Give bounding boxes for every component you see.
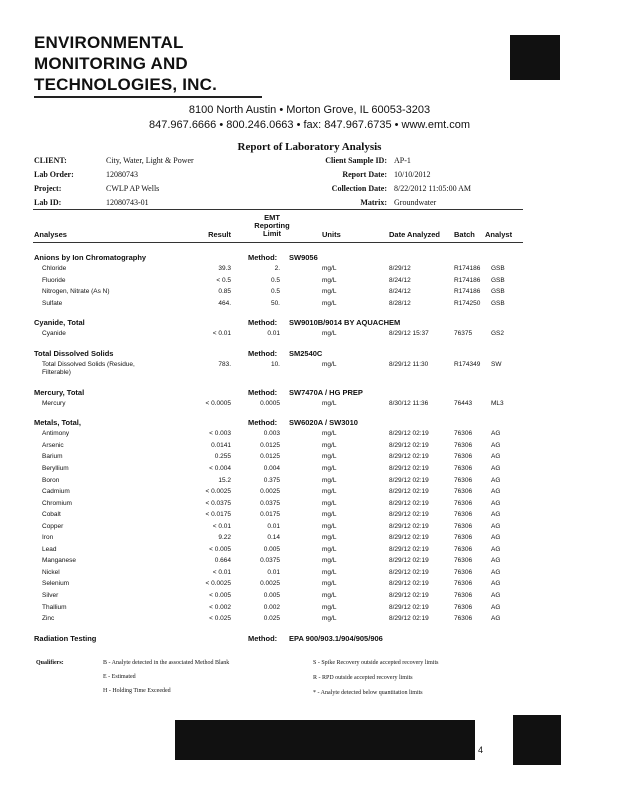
table-row (0, 511, 619, 522)
project-label: Project: (34, 184, 62, 193)
limit: 0.002 (263, 603, 280, 611)
col-units: Units (322, 230, 341, 239)
section-name: Radiation Testing (34, 633, 97, 643)
date-analyzed: 8/29/12 (389, 265, 411, 272)
units: mg/L (322, 360, 337, 368)
date-analyzed: 8/29/12 15:37 (389, 330, 429, 338)
analyte: Selenium (42, 580, 70, 588)
section-header (0, 318, 619, 330)
analyte: Barium (42, 453, 63, 461)
units: mg/L (322, 592, 337, 599)
analyst: GSB (491, 299, 505, 307)
units: mg/L (322, 568, 337, 576)
result: 0.85 (218, 288, 231, 296)
date-analyzed: 8/29/12 02:19 (389, 488, 429, 496)
method-value: SW7470A / HG PREP (289, 387, 363, 397)
page-number: 4 (478, 745, 484, 755)
analyte: Cyanide (42, 330, 66, 338)
qualifiers-label: Qualifiers: (36, 660, 64, 666)
analyst: AG (491, 522, 501, 530)
table-row (0, 442, 619, 453)
limit: 0.14 (267, 534, 280, 542)
method-value: SW9010B/9014 BY AQUACHEM (289, 318, 401, 328)
date-analyzed: 8/29/12 02:19 (389, 464, 429, 472)
client-sample-label: Client Sample ID: (325, 156, 387, 165)
method-label: Method: (248, 318, 278, 328)
table-row (0, 615, 619, 626)
qualifiers-block (0, 658, 619, 708)
units: mg/L (322, 580, 337, 588)
table-row (0, 604, 619, 615)
date-analyzed: 8/24/12 (389, 276, 411, 284)
table-row (0, 430, 619, 441)
date-analyzed: 8/29/12 02:19 (389, 545, 429, 553)
result: < 0.01 (212, 568, 231, 576)
limit: 0.01 (267, 522, 280, 530)
limit: 0.01 (267, 568, 280, 576)
analyst: AG (491, 488, 501, 496)
method-label: Method: (248, 348, 278, 358)
matrix-value: Groundwater (394, 198, 437, 207)
table-row (0, 300, 619, 311)
method-value: SM2540C (289, 348, 323, 358)
analyst: AG (491, 511, 501, 519)
units: mg/L (322, 603, 337, 611)
method-label: Method: (248, 418, 278, 428)
analyte: Zinc (42, 615, 55, 623)
date-analyzed: 8/29/12 02:19 (389, 476, 429, 484)
analyst: AG (491, 592, 501, 599)
table-row (0, 592, 619, 603)
section-header (0, 388, 619, 400)
analyst: AG (491, 568, 501, 576)
analyte: Beryllium (42, 464, 69, 472)
analyst: ML3 (491, 399, 504, 407)
limit: 0.01 (267, 330, 280, 338)
result: < 0.002 (209, 603, 231, 611)
date-analyzed: 8/28/12 (389, 299, 411, 307)
table-row (0, 557, 619, 568)
batch: 76306 (454, 603, 473, 611)
table-row (0, 330, 619, 341)
analyte: Manganese (42, 557, 76, 565)
col-limit: EMT Reporting Limit (254, 213, 290, 238)
analyst: AG (491, 499, 501, 507)
section-header (0, 418, 619, 430)
analyst: AG (491, 441, 501, 449)
batch: 76306 (454, 499, 473, 507)
units: mg/L (322, 557, 337, 565)
limit: 0.003 (263, 430, 280, 438)
analyte: Chromium (42, 499, 72, 507)
batch: R174186 (454, 276, 481, 284)
analyst: AG (491, 615, 501, 623)
table-row (0, 546, 619, 557)
batch: 76306 (454, 453, 473, 461)
result: < 0.0025 (205, 488, 231, 496)
limit: 0.0125 (260, 453, 280, 461)
analyst: AG (491, 534, 501, 542)
result: < 0.0025 (205, 580, 231, 588)
batch: 76306 (454, 476, 473, 484)
matrix-label: Matrix: (360, 198, 387, 207)
limit: 0.5 (270, 276, 280, 284)
batch: 76306 (454, 511, 473, 519)
analyte: Cobalt (42, 511, 61, 519)
project-value: CWLP AP Wells (106, 184, 160, 193)
result: < 0.025 (209, 615, 231, 623)
analyst: AG (491, 545, 501, 553)
result: 0.664 (214, 557, 231, 565)
client-label: CLIENT: (34, 156, 67, 165)
limit: 0.0025 (260, 488, 280, 496)
client-sample-value: AP-1 (394, 156, 411, 165)
result: < 0.01 (212, 522, 231, 530)
section-name: Cyanide, Total (34, 318, 85, 328)
units: mg/L (322, 288, 337, 296)
limit: 0.0175 (260, 511, 280, 519)
analyte: Iron (42, 534, 54, 542)
section-name: Metals, Total, (34, 418, 81, 428)
table-row (0, 534, 619, 545)
report-title: Report of Laboratory Analysis (237, 141, 382, 153)
section-name: Mercury, Total (34, 387, 85, 397)
result: 0.255 (214, 453, 231, 461)
analyst: GSB (491, 265, 505, 272)
method-label: Method: (248, 387, 278, 397)
units: mg/L (322, 441, 337, 449)
limit: 0.0005 (260, 399, 280, 407)
date-analyzed: 8/29/12 02:19 (389, 511, 429, 519)
units: mg/L (322, 265, 337, 272)
result: 783. (218, 360, 231, 368)
date-analyzed: 8/29/12 02:19 (389, 557, 429, 565)
batch: 76306 (454, 615, 473, 623)
batch: R174250 (454, 299, 481, 307)
analyst: GS2 (491, 330, 505, 338)
units: mg/L (322, 476, 337, 484)
result: < 0.5 (216, 276, 231, 284)
result: < 0.01 (212, 330, 231, 338)
units: mg/L (322, 430, 337, 438)
units: mg/L (322, 276, 337, 284)
limit: 0.5 (270, 288, 280, 296)
analyst: SW (491, 360, 502, 368)
batch: 76375 (454, 330, 473, 338)
table-row (0, 265, 619, 276)
section-header (0, 349, 619, 361)
result: < 0.0005 (205, 399, 231, 407)
col-batch: Batch (454, 230, 475, 239)
section-header (0, 634, 619, 646)
date-analyzed: 8/29/12 11:30 (389, 360, 429, 368)
result: < 0.003 (209, 430, 231, 438)
date-analyzed: 8/29/12 02:19 (389, 580, 429, 588)
limit: 0.0375 (260, 557, 280, 565)
analyte: Sulfate (42, 299, 63, 307)
table-row (0, 523, 619, 534)
analyte: Silver (42, 592, 59, 599)
table-row (0, 277, 619, 288)
date-analyzed: 8/29/12 02:19 (389, 603, 429, 611)
method-label: Method: (248, 633, 278, 643)
analyte: Arsenic (42, 441, 64, 449)
units: mg/L (322, 464, 337, 472)
limit: 0.025 (263, 615, 280, 623)
analyte: Fluoride (42, 276, 66, 284)
date-analyzed: 8/29/12 02:19 (389, 534, 429, 542)
result: 464. (218, 299, 231, 307)
limit: 50. (270, 299, 280, 307)
result: 15.2 (218, 476, 231, 484)
table-row (0, 288, 619, 299)
batch: 76306 (454, 580, 473, 588)
limit: 0.0025 (260, 580, 280, 588)
batch: 76306 (454, 545, 473, 553)
units: mg/L (322, 488, 337, 496)
limit: 0.375 (263, 476, 280, 484)
batch: 76306 (454, 430, 473, 438)
analyst: AG (491, 430, 501, 438)
lab-order-value: 12080743 (106, 170, 138, 179)
analyst: AG (491, 557, 501, 565)
method-value: SW9056 (289, 253, 318, 262)
result: < 0.004 (209, 464, 231, 472)
footer-redaction-bar (175, 720, 475, 760)
batch: R174349 (454, 360, 481, 368)
table-row (0, 580, 619, 591)
batch: 76306 (454, 464, 473, 472)
table-row (0, 500, 619, 511)
qualifier-s: S - Spike Recovery outside accepted recovery limits (313, 660, 439, 666)
report-date-value: 10/10/2012 (394, 170, 431, 179)
date-analyzed: 8/24/12 (389, 288, 411, 296)
col-analyst: Analyst (485, 230, 513, 239)
batch: 76306 (454, 488, 473, 496)
section-name: Total Dissolved Solids (34, 348, 114, 358)
table-row (0, 453, 619, 464)
date-analyzed: 8/29/12 02:19 (389, 499, 429, 507)
analyte: Cadmium (42, 488, 70, 496)
units: mg/L (322, 299, 337, 307)
analyte: Copper (42, 522, 64, 530)
analyte: Lead (42, 545, 57, 553)
section-name: Anions by Ion Chromatography (34, 253, 147, 262)
limit: 0.0375 (260, 499, 280, 507)
units: mg/L (322, 545, 337, 553)
analyst: AG (491, 453, 501, 461)
company-contact: 847.967.6666 • 800.246.0663 • fax: 847.967.6735 • www.emt.com (149, 119, 470, 131)
qualifier-e: E - Estimated (103, 674, 136, 680)
section-header (0, 253, 619, 265)
limit: 0.004 (263, 464, 280, 472)
date-analyzed: 8/29/12 02:19 (389, 430, 429, 438)
date-analyzed: 8/29/12 02:19 (389, 568, 429, 576)
method-value: SW6020A / SW3010 (289, 418, 358, 428)
date-analyzed: 8/29/12 02:19 (389, 522, 429, 530)
table-row (0, 361, 619, 381)
analyst: AG (491, 603, 501, 611)
collection-date-label: Collection Date: (331, 184, 387, 193)
batch: 76306 (454, 568, 473, 576)
date-analyzed: 8/29/12 02:19 (389, 441, 429, 449)
table-row (0, 465, 619, 476)
units: mg/L (322, 499, 337, 507)
analyst: GSB (491, 288, 505, 296)
batch: 76306 (454, 592, 473, 599)
units: mg/L (322, 453, 337, 461)
analyst: GSB (491, 276, 505, 284)
qualifier-h: H - Holding Time Exceeded (103, 688, 171, 694)
company-name-line2: MONITORING AND (34, 54, 188, 73)
report-date-label: Report Date: (342, 170, 387, 179)
analyte: Total Dissolved Solids (Residue, Filterable) (42, 360, 135, 376)
analyst: AG (491, 464, 501, 472)
date-analyzed: 8/30/12 11:36 (389, 399, 429, 407)
batch: 76443 (454, 399, 473, 407)
units: mg/L (322, 615, 337, 623)
units: mg/L (322, 522, 337, 530)
col-analyses: Analyses (34, 230, 67, 239)
batch: 76306 (454, 441, 473, 449)
method-label: Method: (248, 253, 278, 262)
analyte: Antimony (42, 430, 70, 438)
date-analyzed: 8/29/12 02:19 (389, 592, 429, 599)
date-analyzed: 8/29/12 02:19 (389, 453, 429, 461)
analyte: Chloride (42, 265, 67, 272)
lab-order-label: Lab Order: (34, 170, 74, 179)
analyte: Nitrogen, Nitrate (As N) (42, 288, 110, 296)
batch: R174186 (454, 288, 481, 296)
collection-date-value: 8/22/2012 11:05:00 AM (394, 184, 472, 193)
table-row (0, 488, 619, 499)
lab-id-label: Lab ID: (34, 198, 62, 207)
lab-id-value: 12080743-01 (106, 198, 149, 207)
analyte: Mercury (42, 399, 66, 407)
result: 39.3 (218, 265, 231, 272)
date-analyzed: 8/29/12 02:19 (389, 615, 429, 623)
col-date: Date Analyzed (389, 230, 440, 239)
units: mg/L (322, 511, 337, 519)
table-row (0, 569, 619, 580)
qualifier-r: R - RPD outside accepted recovery limits (313, 675, 413, 681)
result: < 0.005 (209, 592, 231, 599)
table-row (0, 400, 619, 411)
units: mg/L (322, 330, 337, 338)
limit: 0.005 (263, 592, 280, 599)
result: < 0.005 (209, 545, 231, 553)
company-name-line3: TECHNOLOGIES, INC. (34, 75, 218, 94)
result: 9.22 (218, 534, 231, 542)
batch: 76306 (454, 522, 473, 530)
qualifier-star: * - Analyte detected below quantitation limits (313, 690, 423, 696)
method-value: EPA 900/903.1/904/905/906 (289, 633, 383, 643)
result: < 0.0175 (205, 511, 231, 519)
limit: 0.005 (263, 545, 280, 553)
client-value: City, Water, Light & Power (106, 156, 194, 165)
units: mg/L (322, 399, 337, 407)
batch: 76306 (454, 557, 473, 565)
result: < 0.0375 (205, 499, 231, 507)
analyte: Thallium (42, 603, 67, 611)
analyst: AG (491, 580, 501, 588)
units: mg/L (322, 534, 337, 542)
analyte: Boron (42, 476, 60, 484)
result: 0.0141 (211, 441, 231, 449)
analyte: Nickel (42, 568, 60, 576)
company-name-line1: ENVIRONMENTAL (34, 33, 184, 52)
company-address: 8100 North Austin • Morton Grove, IL 60053-3203 (188, 104, 431, 116)
table-row (0, 477, 619, 488)
limit: 2. (274, 265, 280, 272)
batch: 76306 (454, 534, 473, 542)
footer-block (513, 715, 561, 765)
col-result: Result (208, 230, 231, 239)
batch: R174186 (454, 265, 481, 272)
limit: 10. (270, 360, 280, 368)
analyst: AG (491, 476, 501, 484)
qualifier-b: B - Analyte detected in the associated Method Blank (103, 660, 230, 666)
limit: 0.0125 (260, 441, 280, 449)
